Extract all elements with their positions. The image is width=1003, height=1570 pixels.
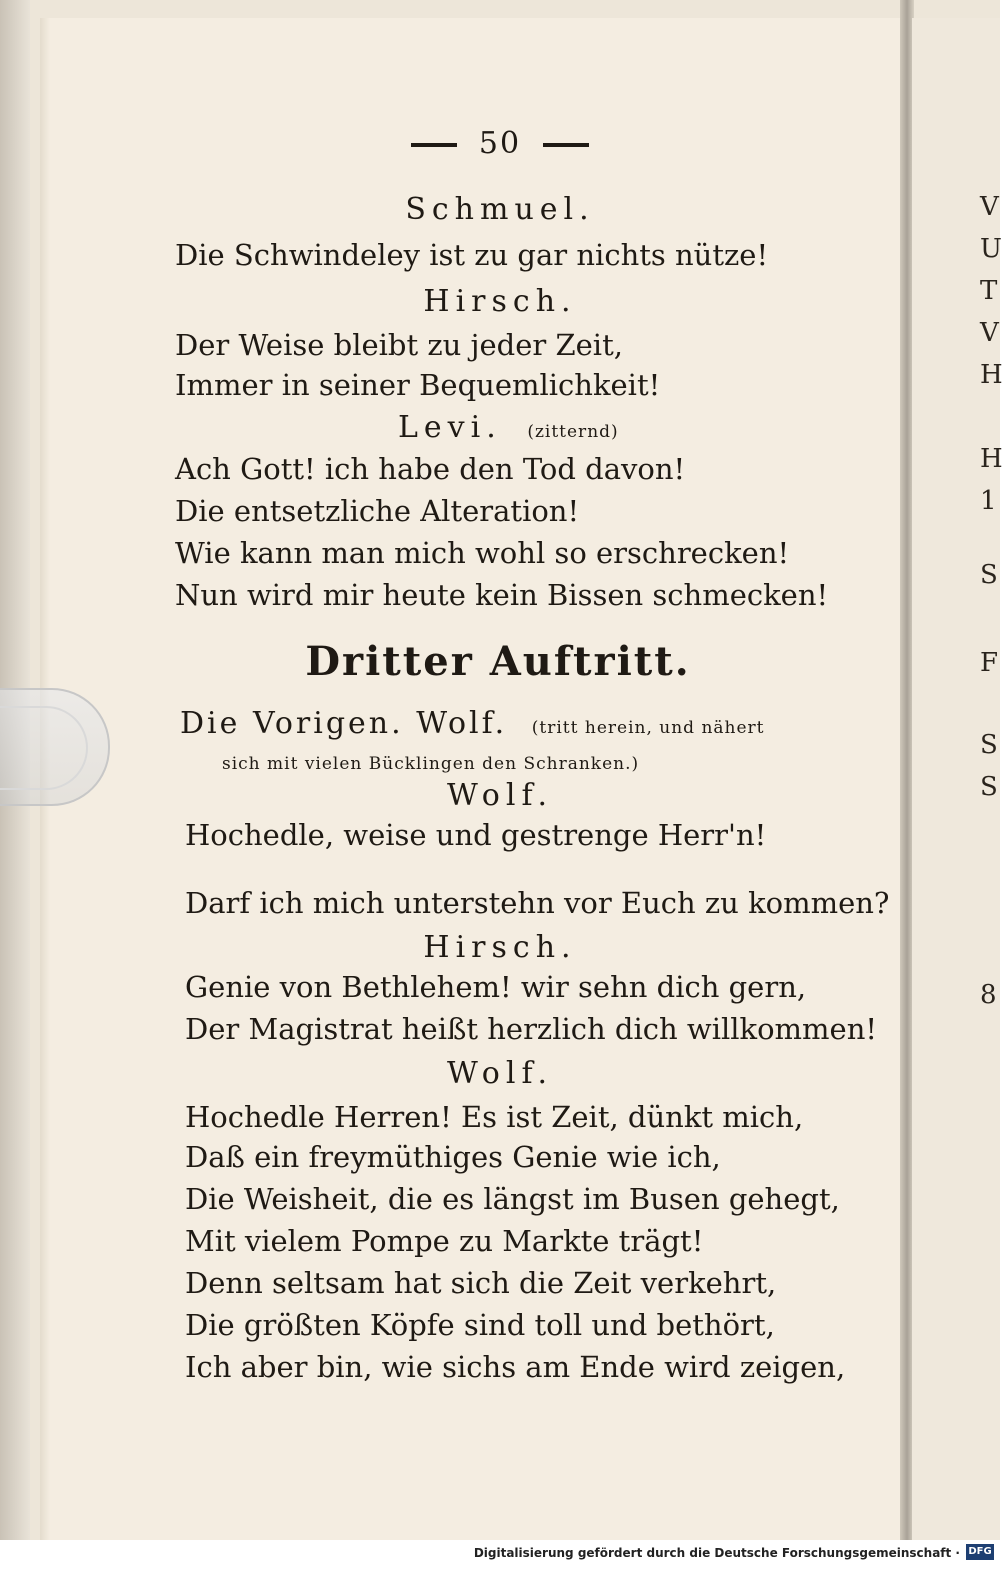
speaker-label: Hirsch.	[423, 930, 577, 965]
verse-line: Immer in seiner Bequemlichkeit!	[175, 368, 661, 402]
verse-line: Daß ein freymüthiges Genie wie ich,	[185, 1140, 721, 1174]
dfg-logo: DFG	[966, 1544, 994, 1560]
cast-names: Die Vorigen. Wolf.	[180, 706, 508, 741]
adjacent-page-char: V	[980, 192, 999, 222]
adjacent-page-char: S	[980, 730, 998, 760]
digitization-footer	[0, 1540, 1000, 1570]
verse-line: Der Weise bleibt zu jeder Zeit,	[175, 328, 623, 362]
page-number-dash-right	[543, 143, 589, 147]
verse-line: Genie von Bethlehem! wir sehn dich gern,	[185, 970, 807, 1004]
stage-direction: (tritt herein, und nähert	[531, 718, 765, 738]
verse-line: Denn seltsam hat sich die Zeit verkehrt,	[185, 1266, 777, 1300]
speaker-name: Levi.	[398, 410, 502, 445]
verse-line: Die größten Köpfe sind toll und bethört,	[185, 1308, 775, 1342]
adjacent-page-char: 1	[980, 486, 997, 516]
adjacent-page-char: F	[980, 648, 999, 678]
verse-line: Hochedle, weise und gestrenge Herr'n!	[185, 818, 767, 852]
adjacent-page-char: 8	[980, 980, 997, 1010]
verse-line: Die Weisheit, die es längst im Busen gehegt,	[185, 1182, 840, 1216]
adjacent-page-char: S	[980, 772, 998, 802]
adjacent-page-char: T	[980, 276, 998, 306]
adjacent-page-char: V	[980, 318, 999, 348]
stage-direction: sich mit vielen Bücklingen den Schranken.)	[222, 754, 640, 774]
scene-heading: Dritter Auftritt.	[305, 638, 691, 685]
verse-line: Nun wird mir heute kein Bissen schmecken!	[175, 578, 829, 612]
footer-credit: Digitalisierung gefördert durch die Deutsche Forschungsgemeinschaft ·	[473, 1546, 960, 1560]
adjacent-page-char: H	[980, 444, 1003, 474]
page-number-dash-left	[411, 143, 457, 147]
speaker-label: Wolf.	[446, 1056, 554, 1091]
verse-line: Ich aber bin, wie sichs am Ende wird zeigen,	[185, 1350, 846, 1384]
adjacent-page-char: S	[980, 560, 998, 590]
verse-line: Ach Gott! ich habe den Tod davon!	[175, 452, 686, 486]
speaker-label: Hirsch.	[423, 284, 577, 319]
verse-line: Wie kann man mich wohl so erschrecken!	[175, 536, 790, 570]
verse-line: Hochedle Herren! Es ist Zeit, dünkt mich,	[185, 1100, 804, 1134]
speaker-label: Schmuel.	[405, 192, 595, 227]
page-number	[0, 126, 1000, 161]
verse-line: Der Magistrat heißt herzlich dich willkommen!	[185, 1012, 878, 1046]
speaker-label	[398, 410, 619, 445]
stage-direction: (zitternd)	[527, 422, 619, 442]
adjacent-page-char: U	[980, 234, 1002, 264]
speaker-label: Wolf.	[446, 778, 554, 813]
verse-line: Die entsetzliche Alteration!	[175, 494, 580, 528]
page-number-text: 50	[478, 126, 522, 161]
adjacent-page-char: H	[980, 360, 1003, 390]
verse-line: Die Schwindeley ist zu gar nichts nütze!	[175, 238, 769, 272]
cast-line	[180, 706, 765, 741]
verse-line: Mit vielem Pompe zu Markte trägt!	[185, 1224, 704, 1258]
verse-line: Darf ich mich unterstehn vor Euch zu kommen?	[185, 886, 890, 920]
